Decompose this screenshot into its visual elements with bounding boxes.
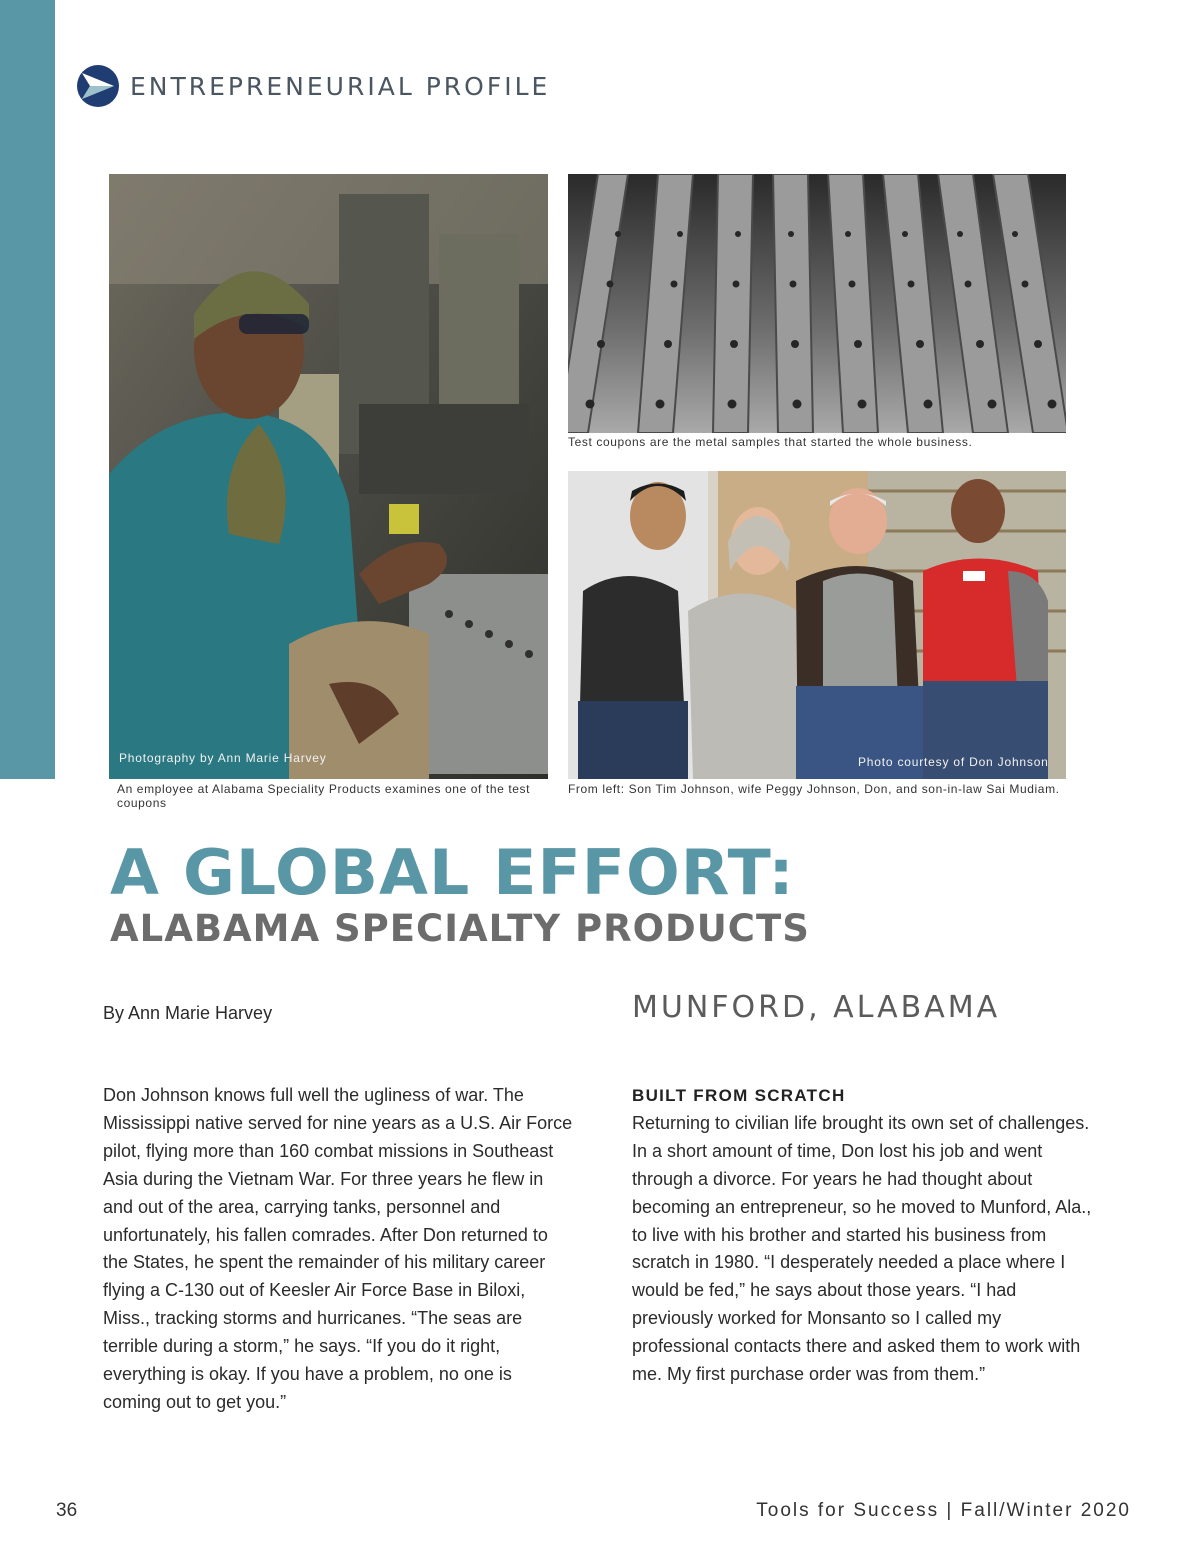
section-heading: BUILT FROM SCRATCH xyxy=(632,1086,846,1105)
family-photo xyxy=(568,471,1066,779)
coupons-photo xyxy=(568,174,1066,433)
coupons-photo-caption: Test coupons are the metal samples that started the whole business. xyxy=(568,435,973,449)
worker-photo-credit: Photography by Ann Marie Harvey xyxy=(119,751,327,765)
section-label xyxy=(76,64,550,108)
worker-photo xyxy=(109,174,548,779)
right-column-text: Returning to civilian life brought its own set of challenges. In a short amount of time, Don lost his job and went through a divorce. For years he had thought about becoming an entrepreneur, so he moved to Munford, Ala., to live with his brother and started his business from scratch in 1980. “I desperately needed a place where I would be fed,” he says about those years. “I had previously worked for Monsanto so I called my professional contacts there and asked them to work with me. My first purchase order was from them.” xyxy=(632,1112,1092,1385)
section-label-text: ENTREPRENEURIAL PROFILE xyxy=(130,71,551,101)
left-column-text: Don Johnson knows full well the ugliness of war. The Mississippi native served for nine years as a U.S. Air Force pilot, flying more than 160 combat missions in Southeast Asia during the Vietnam War. For three years he flew in and out of the area, carrying tanks, personnel and unfortunately, his fallen comrades. After Don returned to the States, he spent the remainder of his military career flying a C-130 out of Keesler Air Force Base in Biloxi, Miss., tracking storms and hurricanes. “The seas are terrible during a storm,” he says. “If you do it right, everything is okay. If you have a problem, no one is coming out to get you.” xyxy=(103,1085,573,1412)
worker-photo-caption: An employee at Alabama Speciality Products examines one of the test coupons xyxy=(117,782,531,810)
article-headline: A GLOBAL EFFORT: xyxy=(110,836,795,909)
page-number: 36 xyxy=(56,1500,78,1521)
family-photo-credit: Photo courtesy of Don Johnson xyxy=(858,755,1049,769)
location-heading: MUNFORD, ALABAMA xyxy=(632,990,1001,1025)
left-column xyxy=(103,1082,573,1417)
arrow-circle-icon xyxy=(76,64,120,108)
article-subheadline: ALABAMA SPECIALTY PRODUCTS xyxy=(110,907,810,950)
right-column xyxy=(632,1082,1102,1389)
accent-sidebar xyxy=(0,0,55,779)
byline: By Ann Marie Harvey xyxy=(103,1003,273,1023)
publication-footer: Tools for Success | Fall/Winter 2020 xyxy=(756,1500,1131,1521)
family-photo-caption: From left: Son Tim Johnson, wife Peggy Johnson, Don, and son-in-law Sai Mudiam. xyxy=(568,782,1060,796)
